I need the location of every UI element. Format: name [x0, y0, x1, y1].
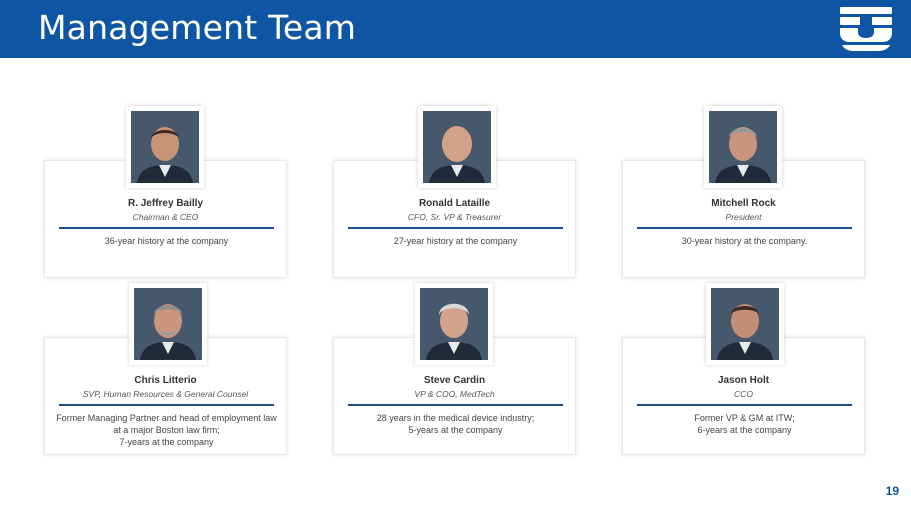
portrait-photo	[418, 106, 496, 188]
person-portrait-icon	[423, 111, 491, 183]
company-logo-icon	[838, 6, 894, 52]
portrait-photo	[415, 283, 493, 365]
portrait-photo	[706, 283, 784, 365]
member-role: President	[725, 212, 762, 222]
member-role: CFO, Sr. VP & Treasurer	[407, 212, 502, 222]
member-name: Steve Cardin	[423, 375, 486, 386]
member-role: SVP, Human Resources & General Counsel	[82, 389, 249, 399]
divider	[637, 404, 852, 406]
member-name: Jason Holt	[717, 375, 770, 386]
page-title: Management Team	[38, 8, 357, 47]
divider	[348, 404, 563, 406]
member-description: 28 years in the medical device industry; 5-years at the company	[376, 413, 535, 435]
person-portrait-icon	[420, 288, 488, 360]
member-name: Ronald Lataille	[418, 198, 491, 209]
person-portrait-icon	[131, 111, 199, 183]
member-description: Former Managing Partner and head of employment law at a major Boston law firm; 7-years at the company	[56, 413, 277, 447]
person-portrait-icon	[709, 111, 777, 183]
member-description: 27-year history at the company	[393, 236, 518, 246]
page-number: 19	[885, 484, 899, 498]
member-description: 30-year history at the company.	[681, 236, 808, 246]
member-description: 36-year history at the company	[104, 236, 229, 246]
member-role: CCO	[734, 389, 753, 399]
portrait-photo	[129, 283, 207, 365]
divider	[348, 227, 563, 229]
member-role: Chairman & CEO	[132, 212, 199, 222]
divider	[59, 404, 274, 406]
member-name: R. Jeffrey Bailly	[127, 198, 204, 209]
divider	[59, 227, 274, 229]
portrait-photo	[704, 106, 782, 188]
member-role: VP & COO, MedTech	[414, 389, 495, 399]
portrait-photo	[126, 106, 204, 188]
person-portrait-icon	[134, 288, 202, 360]
slide-header	[0, 0, 911, 58]
divider	[637, 227, 852, 229]
member-name: Chris Litterio	[134, 375, 197, 386]
person-portrait-icon	[711, 288, 779, 360]
member-name: Mitchell Rock	[711, 198, 776, 209]
member-description: Former VP & GM at ITW; 6-years at the company	[694, 413, 795, 435]
